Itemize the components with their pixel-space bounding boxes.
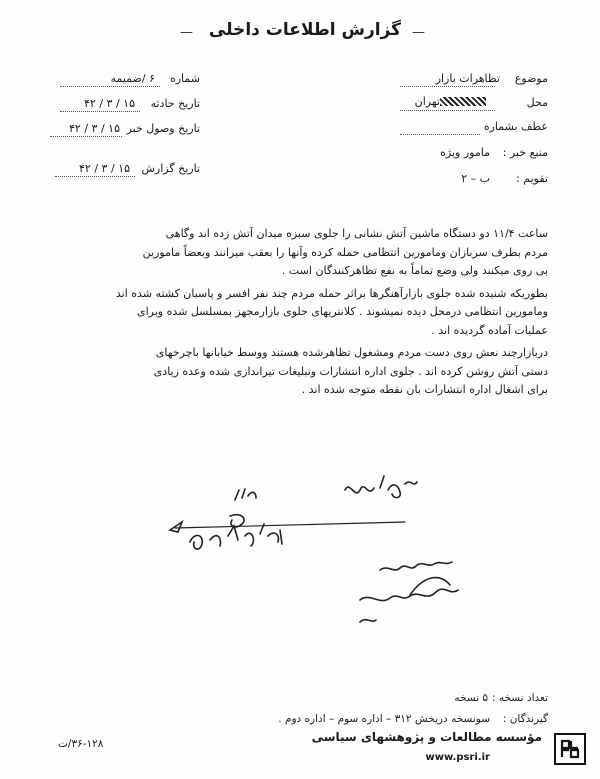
institute-url: www.psri.ir [425,752,490,763]
number-value: ۶ /ضمیمه [110,72,155,85]
source-value: مامور ویژه [440,146,490,159]
body-line: ساعت ۱۱/۴ دو دستگاه ماشین آتش نشانی را جلوی سبزه میدان آتش زده اند وگاهی [165,227,548,240]
file-number: ۳۶-۱۲۸/ت [58,738,104,750]
institute-logo-icon [554,733,586,765]
subject-label: موضوع [514,72,548,85]
subject-value: تظاهرات بازار [435,72,500,85]
number-label: شماره [169,72,200,85]
receipt-date-value: ۱۵ / ۳ / ۴۲ [69,122,120,135]
body-line: ومامورین انتظامی درمحل دیده نمیشوند . کلانتریهای جلوی بازارمجهز بمسلسل شده وبرای [137,305,548,318]
source-label: منبع خبر : [502,146,548,159]
report-date-label: تاریخ گزارش [141,162,200,175]
grade-value: ب – ۲ [461,172,490,185]
title-dash-left: — [180,25,193,40]
place-redaction [440,97,486,106]
copies-label: تعداد نسخه : [491,692,548,704]
event-date-value: ۱۵ / ۳ / ۴۲ [84,97,135,110]
body-line: دستی آتش روشن کرده اند . جلوی اداره انتشارات وتبلیغات تیراندازی شده وعده زیادی [153,364,548,378]
recipients-label: گیرندگان : [502,713,548,725]
report-body [58,225,548,400]
ref-label: عطف بشماره [483,120,548,133]
handwritten-annotations [160,470,540,650]
place-value: تهران [414,95,440,108]
receipt-date-label: تاریخ وصول خبر [126,122,200,135]
recipients-value: سونسخه دریخش ۳۱۲ – اداره سوم – اداره دوم . [278,713,490,725]
grade-label: تقویم : [516,172,548,185]
title-dash-right: — [412,25,425,40]
report-title: گزارش اطلاعات داخلی [208,20,402,40]
place-label: محل [526,96,548,109]
body-line: برای اشغال اداره انتشارات بان نقطه متوجه شده اند . [301,383,548,396]
body-line: بی روی میکنند ولی وضع تماماً به نفع تظاهرکنندگان است . [281,264,548,277]
body-line: بطوریکه شنیده شده جلوی بازارآهنگرها براثر حمله مردم چند نفر افسر و پاسبان کشته شده اند [115,286,548,300]
body-line: دربازارچند نعش روی دست مردم ومشغول تظاهرشده هستند ووسط خیابانها باچرخهای [155,346,548,359]
copies-value: ۵ نسخه [454,692,488,704]
body-line: مردم بطرف سربازان ومامورین انتظامی حمله کرده وآنها را بعقب میرانند وبعضاً مامورین [142,245,548,259]
event-date-label: تاریخ حادثه [150,97,200,110]
institute-name: مؤسسه مطالعات و پژوهشهای سیاسی [311,730,542,744]
body-line: عملیات آماده گردیده اند . [431,323,548,337]
report-date-value: ۱۵ / ۳ / ۴۲ [79,162,130,175]
